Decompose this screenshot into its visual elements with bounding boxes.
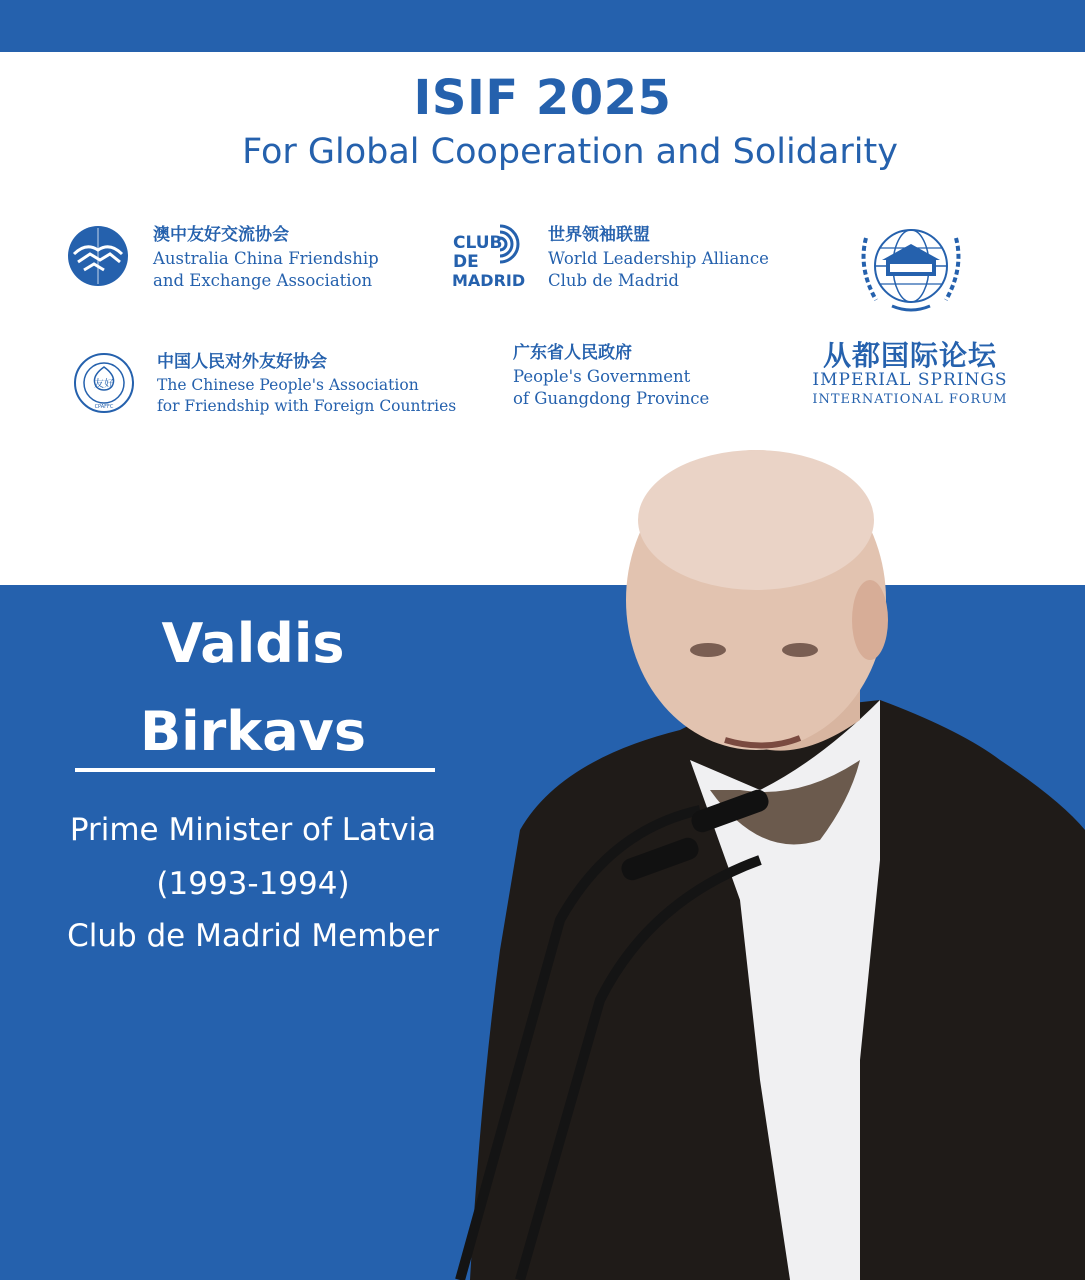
isif-name-cn: 从都国际论坛 bbox=[822, 339, 997, 372]
club-mark-line-2: DE bbox=[453, 252, 479, 272]
globe-laurel-emblem-icon bbox=[852, 218, 970, 318]
cpaffc-name-en-2: for Friendship with Foreign Countries bbox=[157, 397, 457, 415]
club-name-cn: 世界领袖联盟 bbox=[548, 225, 650, 245]
speaker-role-line-3: Club de Madrid Member bbox=[67, 918, 439, 954]
club-de-madrid-mark bbox=[452, 234, 532, 294]
cpaffc-name-cn: 中国人民对外友好协会 bbox=[157, 352, 327, 372]
acfea-name-en-2: and Exchange Association bbox=[153, 271, 373, 290]
acfea-name-en-1: Australia China Friendship bbox=[153, 249, 379, 268]
club-name-en-1: World Leadership Alliance bbox=[548, 249, 769, 268]
top-banner-bar bbox=[0, 0, 1085, 52]
speaker-role-line-1: Prime Minister of Latvia bbox=[69, 812, 437, 848]
name-divider bbox=[75, 768, 435, 772]
club-mark-line-1: CLUB bbox=[453, 233, 503, 253]
speaker-first-name: Valdis bbox=[161, 612, 345, 675]
isif-name-en-1: IMPERIAL SPRINGS bbox=[812, 370, 1008, 390]
club-mark-line-3: MADRID bbox=[452, 271, 526, 290]
handshake-globe-icon bbox=[66, 224, 130, 288]
speaker-last-name: Birkavs bbox=[140, 700, 366, 763]
cpaffc-name-en-1: The Chinese People's Association bbox=[157, 376, 419, 394]
guangdong-logo-text bbox=[513, 342, 763, 410]
event-title: ISIF 2025 bbox=[413, 70, 672, 126]
guangdong-name-en-2: of Guangdong Province bbox=[513, 389, 710, 408]
cpaffc-seal-icon bbox=[73, 352, 135, 414]
club-name-en-2: Club de Madrid bbox=[548, 271, 679, 290]
speaker-role-line-2: (1993-1994) bbox=[156, 866, 350, 902]
club-de-madrid-text bbox=[548, 224, 798, 292]
club-arcs-icon bbox=[496, 222, 530, 266]
cpaffc-seal-abbr: CPAFFC bbox=[94, 404, 114, 410]
cpaffc-seal-text: 友好 bbox=[94, 379, 114, 390]
acfea-logo-text bbox=[153, 224, 403, 292]
guangdong-name-cn: 广东省人民政府 bbox=[513, 343, 632, 363]
guangdong-name-en-1: People's Government bbox=[513, 367, 691, 386]
acfea-name-cn: 澳中友好交流协会 bbox=[153, 225, 289, 245]
isif-name-en-2: INTERNATIONAL FORUM bbox=[812, 392, 1008, 407]
event-subtitle: For Global Cooperation and Solidarity bbox=[242, 132, 898, 172]
cpaffc-logo-text bbox=[157, 352, 467, 417]
